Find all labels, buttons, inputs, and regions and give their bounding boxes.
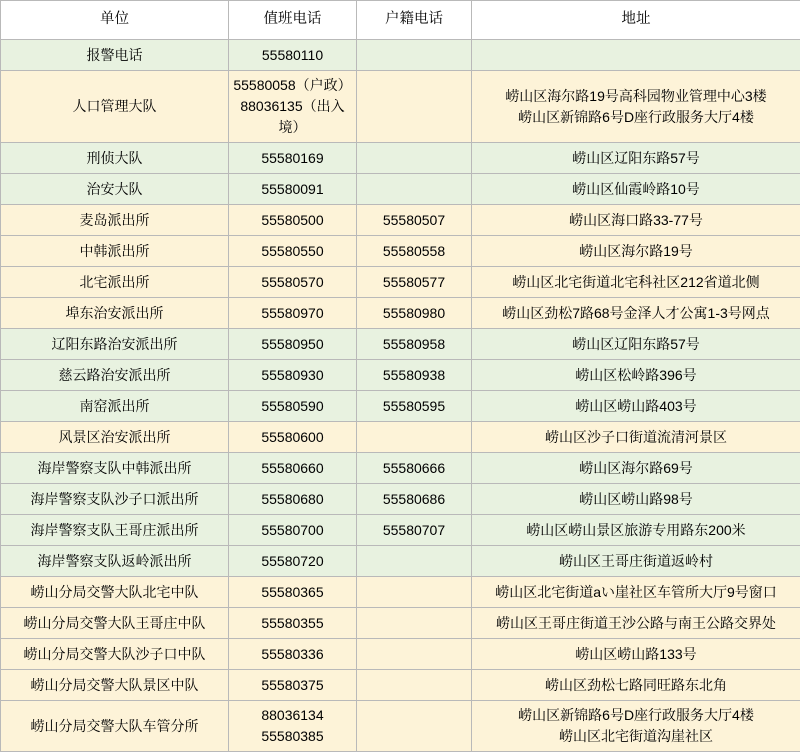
cell-duty-phone: 55580680	[229, 484, 357, 515]
cell-unit: 埠东治安派出所	[1, 298, 229, 329]
cell-household-phone: 55580577	[357, 267, 472, 298]
cell-address: 崂山区王哥庄街道王沙公路与南王公路交界处	[472, 608, 800, 639]
cell-duty-phone: 55580375	[229, 670, 357, 701]
cell-unit: 海岸警察支队中韩派出所	[1, 453, 229, 484]
cell-household-phone: 55580507	[357, 205, 472, 236]
cell-unit: 南窑派出所	[1, 391, 229, 422]
column-header-duty-phone: 值班电话	[229, 1, 357, 40]
cell-unit: 人口管理大队	[1, 71, 229, 143]
cell-address: 崂山区崂山路403号	[472, 391, 800, 422]
cell-household-phone: 55580707	[357, 515, 472, 546]
cell-address: 崂山区北宅街道北宅科社区212省道北侧	[472, 267, 800, 298]
cell-unit: 崂山分局交警大队车管分所	[1, 701, 229, 752]
cell-unit: 海岸警察支队王哥庄派出所	[1, 515, 229, 546]
cell-address: 崂山区辽阳东路57号	[472, 329, 800, 360]
cell-duty-phone: 55580355	[229, 608, 357, 639]
cell-address: 崂山区海口路33-77号	[472, 205, 800, 236]
column-header-address: 地址	[472, 1, 800, 40]
cell-household-phone	[357, 608, 472, 639]
column-header-unit: 单位	[1, 1, 229, 40]
cell-duty-phone: 55580660	[229, 453, 357, 484]
cell-duty-phone: 88036134 55580385	[229, 701, 357, 752]
cell-household-phone	[357, 174, 472, 205]
cell-household-phone: 55580958	[357, 329, 472, 360]
cell-household-phone: 55580938	[357, 360, 472, 391]
table-row	[1, 422, 800, 453]
cell-duty-phone: 55580091	[229, 174, 357, 205]
cell-household-phone	[357, 143, 472, 174]
table-row	[1, 329, 800, 360]
cell-unit: 麦岛派出所	[1, 205, 229, 236]
table-row	[1, 701, 800, 752]
cell-address: 崂山区沙子口街道流清河景区	[472, 422, 800, 453]
cell-duty-phone: 55580970	[229, 298, 357, 329]
table-row	[1, 453, 800, 484]
cell-duty-phone: 55580058（户政） 88036135（出入境）	[229, 71, 357, 143]
cell-address: 崂山区王哥庄街道返岭村	[472, 546, 800, 577]
cell-unit: 崂山分局交警大队王哥庄中队	[1, 608, 229, 639]
cell-address: 崂山区劲松七路同旺路东北角	[472, 670, 800, 701]
cell-address: 崂山区崂山路98号	[472, 484, 800, 515]
cell-duty-phone: 55580110	[229, 40, 357, 71]
cell-address: 崂山区仙霞岭路10号	[472, 174, 800, 205]
cell-duty-phone: 55580950	[229, 329, 357, 360]
cell-address: 崂山区崂山景区旅游专用路东200米	[472, 515, 800, 546]
table-row	[1, 577, 800, 608]
cell-unit: 崂山分局交警大队景区中队	[1, 670, 229, 701]
cell-household-phone	[357, 422, 472, 453]
table-row	[1, 391, 800, 422]
cell-duty-phone: 55580336	[229, 639, 357, 670]
cell-address	[472, 40, 800, 71]
table-header	[1, 1, 800, 40]
column-header-household-phone: 户籍电话	[357, 1, 472, 40]
cell-address: 崂山区松岭路396号	[472, 360, 800, 391]
table-row	[1, 236, 800, 267]
cell-duty-phone: 55580570	[229, 267, 357, 298]
cell-household-phone: 55580686	[357, 484, 472, 515]
cell-unit: 刑侦大队	[1, 143, 229, 174]
cell-unit: 治安大队	[1, 174, 229, 205]
cell-household-phone	[357, 71, 472, 143]
cell-address: 崂山区海尔路19号	[472, 236, 800, 267]
table-row	[1, 546, 800, 577]
cell-household-phone	[357, 639, 472, 670]
cell-duty-phone: 55580600	[229, 422, 357, 453]
cell-duty-phone: 55580169	[229, 143, 357, 174]
table-body	[1, 40, 800, 752]
cell-duty-phone: 55580365	[229, 577, 357, 608]
table-row	[1, 71, 800, 143]
table-row	[1, 40, 800, 71]
cell-unit: 崂山分局交警大队沙子口中队	[1, 639, 229, 670]
cell-household-phone	[357, 577, 472, 608]
cell-household-phone	[357, 546, 472, 577]
cell-unit: 辽阳东路治安派出所	[1, 329, 229, 360]
cell-unit: 报警电话	[1, 40, 229, 71]
table-header-row	[1, 1, 800, 40]
cell-unit: 风景区治安派出所	[1, 422, 229, 453]
cell-address: 崂山区海尔路69号	[472, 453, 800, 484]
table-row	[1, 639, 800, 670]
table-row	[1, 298, 800, 329]
cell-household-phone: 55580595	[357, 391, 472, 422]
table-row	[1, 360, 800, 391]
cell-duty-phone: 55580550	[229, 236, 357, 267]
cell-unit: 海岸警察支队沙子口派出所	[1, 484, 229, 515]
cell-duty-phone: 55580720	[229, 546, 357, 577]
cell-address: 崂山区北宅街道аい崖社区车管所大厅9号窗口	[472, 577, 800, 608]
table-row	[1, 515, 800, 546]
cell-household-phone	[357, 670, 472, 701]
cell-address: 崂山区崂山路133号	[472, 639, 800, 670]
cell-unit: 崂山分局交警大队北宅中队	[1, 577, 229, 608]
cell-address: 崂山区海尔路19号高科园物业管理中心3楼 崂山区新锦路6号D座行政服务大厅4楼	[472, 71, 800, 143]
cell-unit: 北宅派出所	[1, 267, 229, 298]
table-row	[1, 267, 800, 298]
table-row	[1, 205, 800, 236]
table-row	[1, 670, 800, 701]
cell-unit: 慈云路治安派出所	[1, 360, 229, 391]
cell-duty-phone: 55580700	[229, 515, 357, 546]
cell-address: 崂山区劲松7路68号金泽人才公寓1-3号网点	[472, 298, 800, 329]
table-row	[1, 608, 800, 639]
cell-duty-phone: 55580500	[229, 205, 357, 236]
cell-household-phone	[357, 701, 472, 752]
cell-household-phone: 55580980	[357, 298, 472, 329]
cell-unit: 海岸警察支队返岭派出所	[1, 546, 229, 577]
cell-duty-phone: 55580590	[229, 391, 357, 422]
cell-household-phone	[357, 40, 472, 71]
cell-household-phone: 55580558	[357, 236, 472, 267]
cell-address: 崂山区新锦路6号D座行政服务大厅4楼 崂山区北宅街道沟崖社区	[472, 701, 800, 752]
table-row	[1, 484, 800, 515]
cell-duty-phone: 55580930	[229, 360, 357, 391]
cell-household-phone: 55580666	[357, 453, 472, 484]
table-row	[1, 174, 800, 205]
cell-unit: 中韩派出所	[1, 236, 229, 267]
cell-address: 崂山区辽阳东路57号	[472, 143, 800, 174]
table-row	[1, 143, 800, 174]
